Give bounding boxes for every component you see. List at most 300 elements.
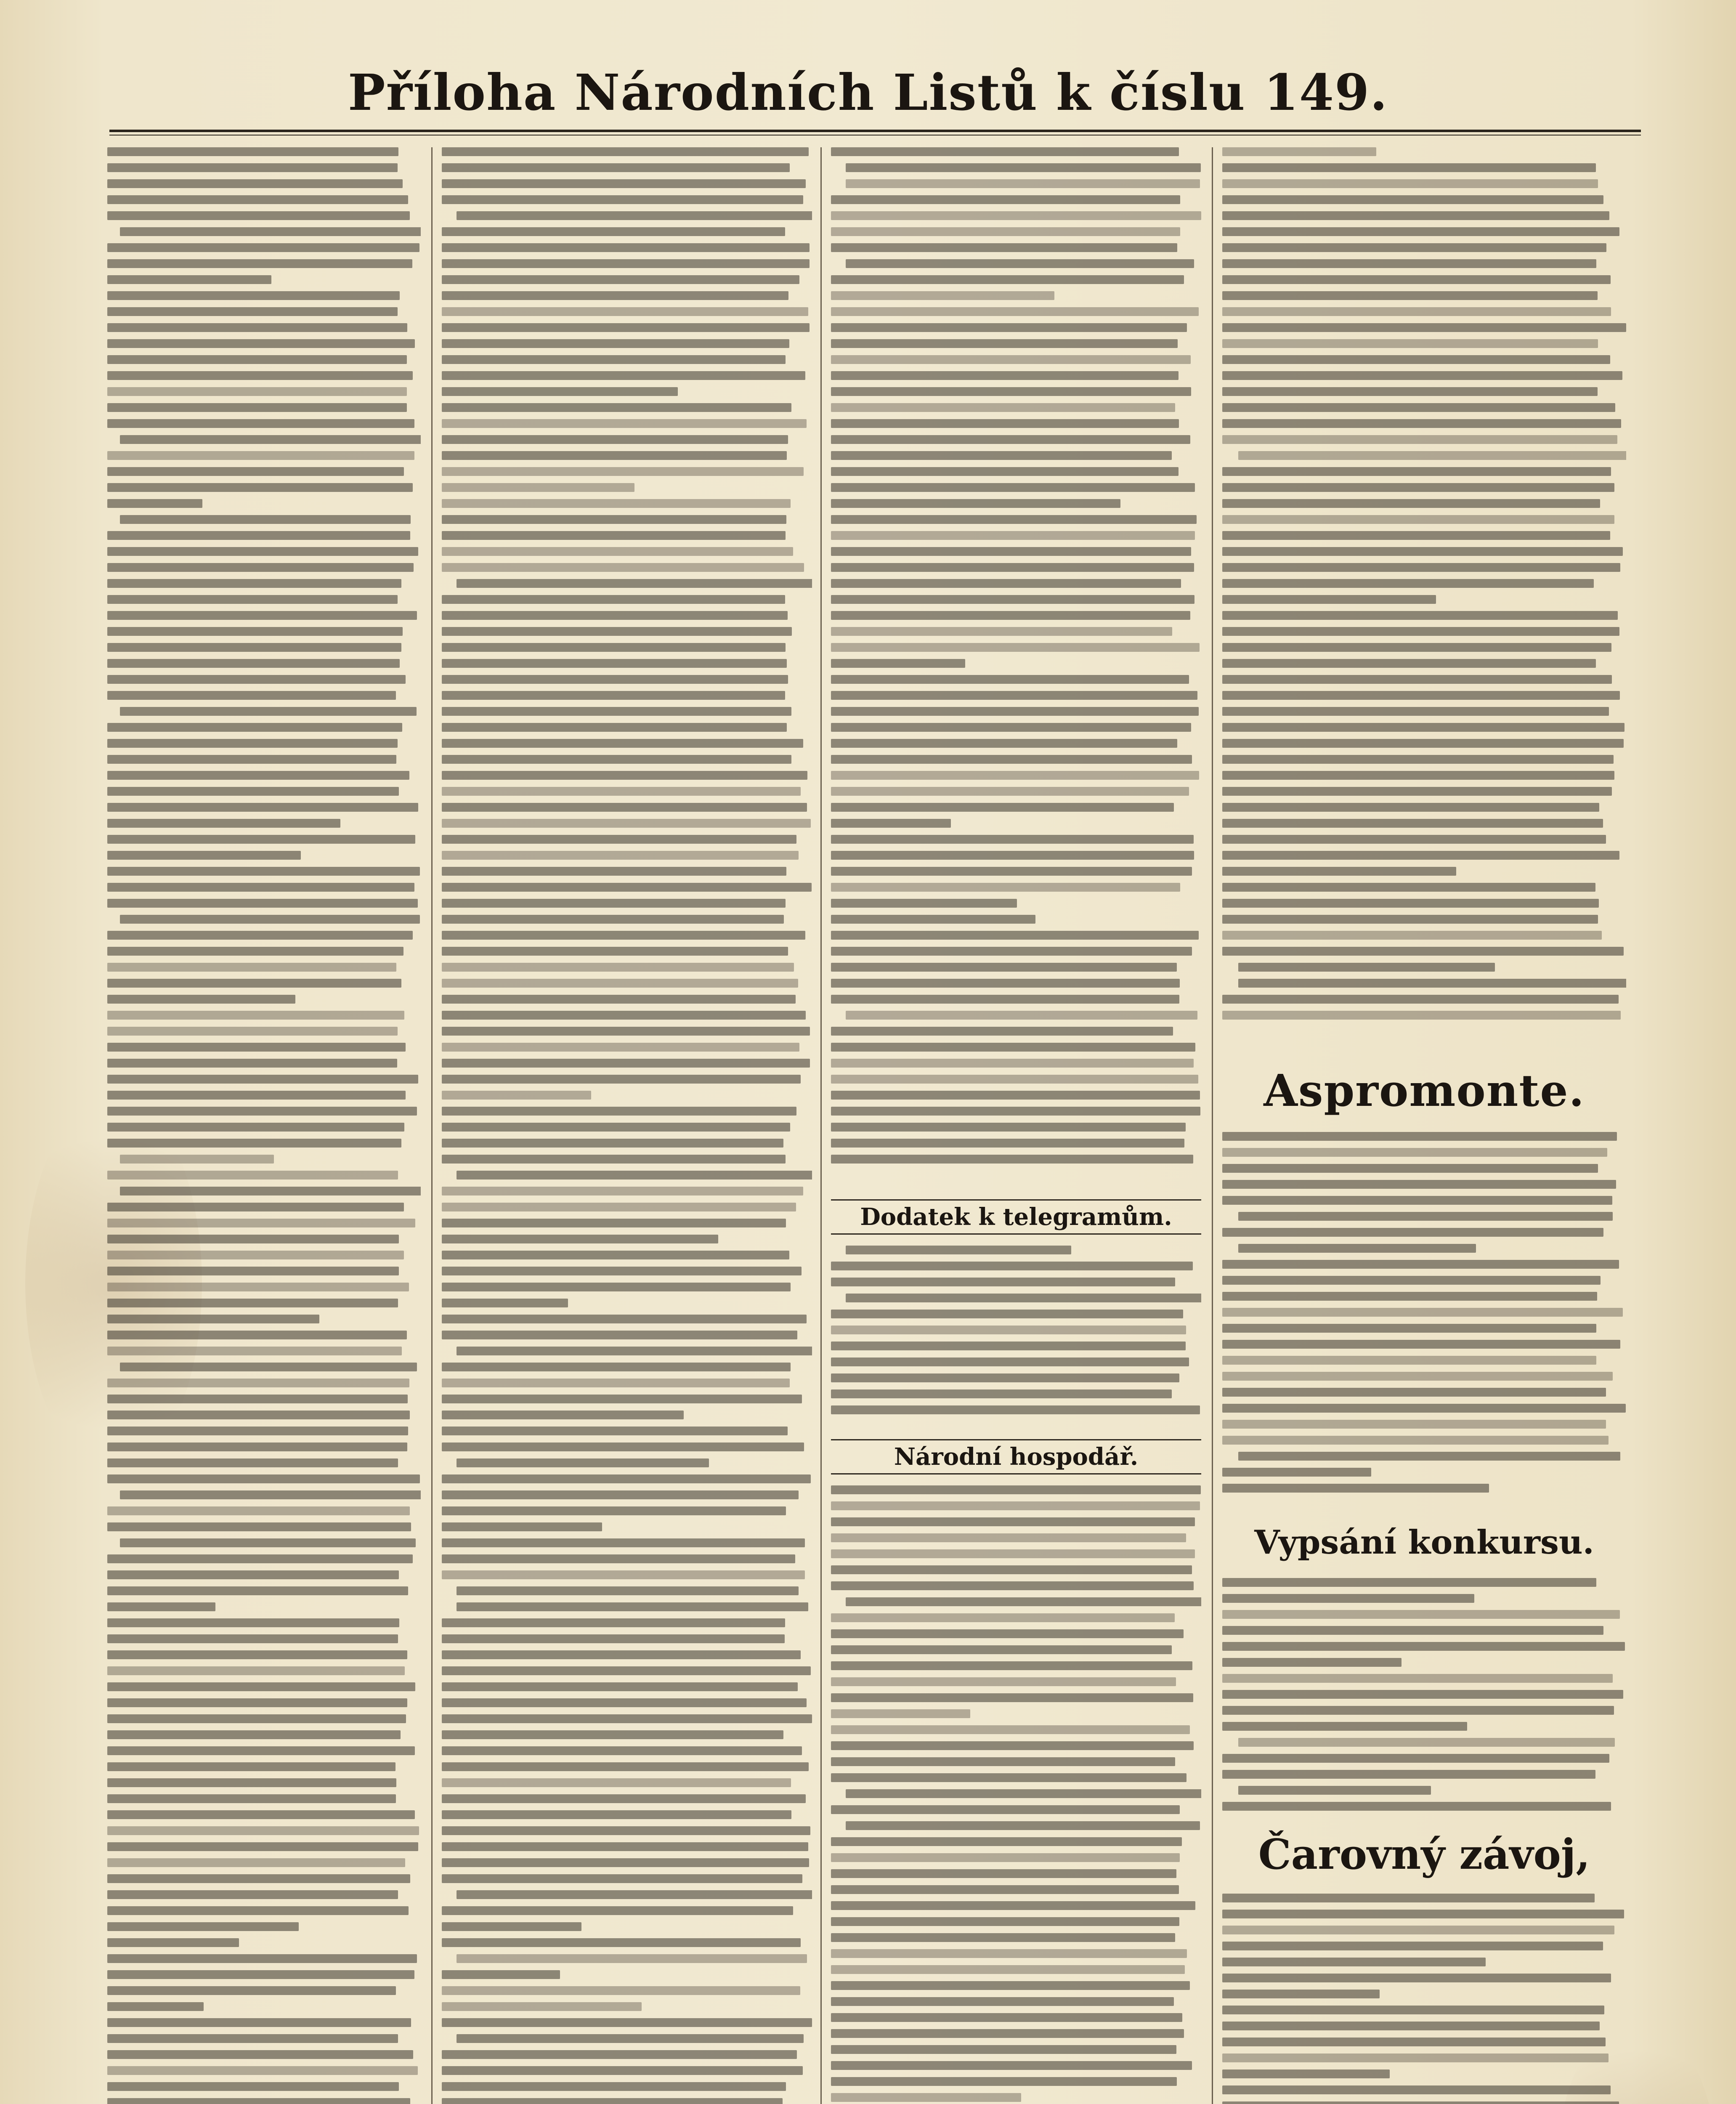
- text-line: [1222, 339, 1598, 348]
- text-line: [120, 1187, 421, 1195]
- text-line: [107, 2098, 410, 2104]
- text-line: [1238, 979, 1626, 988]
- text-line: [442, 1107, 796, 1116]
- text-line: [1222, 371, 1622, 380]
- text-line: [1222, 387, 1598, 396]
- text-line: [831, 755, 1192, 764]
- text-line: [442, 1043, 799, 1052]
- text-line: [442, 1570, 805, 1579]
- column-3: [831, 147, 1201, 2104]
- text-line: [831, 547, 1191, 556]
- text-line: [1222, 835, 1606, 844]
- text-line: [1222, 499, 1600, 508]
- text-line: [442, 1299, 568, 1307]
- text-line: [107, 1139, 401, 1148]
- text-line: [107, 2002, 204, 2011]
- text-line: [107, 595, 398, 604]
- text-line: [1222, 1196, 1612, 1205]
- text-line: [107, 243, 419, 252]
- text-line: [1222, 1770, 1595, 1779]
- text-line: [457, 1458, 709, 1467]
- text-line: [107, 1059, 397, 1068]
- text-line: [107, 1810, 415, 1819]
- text-line: [442, 1235, 718, 1243]
- text-line: [442, 371, 805, 380]
- text-line: [831, 771, 1199, 780]
- text-line: [442, 1794, 806, 1803]
- text-line: [1222, 659, 1596, 668]
- text-line: [107, 1011, 404, 1020]
- text-line: [1222, 1372, 1613, 1381]
- text-line: [1222, 483, 1614, 492]
- text-line: [107, 1890, 398, 1899]
- text-line: [1222, 2101, 1619, 2104]
- text-line: [831, 1059, 1194, 1068]
- text-line: [1222, 2069, 1390, 2078]
- text-line: [1222, 819, 1603, 828]
- text-line: [831, 1043, 1195, 1052]
- text-line: [107, 1602, 215, 1611]
- text-line: [107, 1858, 405, 1867]
- text-line: [1222, 915, 1598, 924]
- text-line: [831, 371, 1179, 380]
- text-line: [831, 563, 1194, 572]
- text-line: [831, 1549, 1195, 1558]
- text-line: [1222, 691, 1620, 700]
- text-line: [1222, 1228, 1603, 1237]
- text-line: [442, 867, 786, 876]
- text-line: [107, 531, 410, 540]
- contest-heading: Vypsání konkursu.: [1254, 1523, 1594, 1562]
- text-line: [442, 739, 803, 748]
- text-line: [107, 1506, 410, 1515]
- text-line: [831, 1262, 1193, 1270]
- text-line: [107, 1379, 409, 1387]
- text-line: [107, 947, 403, 956]
- text-line: [1222, 1132, 1617, 1141]
- text-line: [831, 227, 1180, 236]
- text-line: [107, 2034, 398, 2043]
- text-line: [442, 1059, 810, 1068]
- text-line: [1222, 307, 1611, 316]
- text-line: [107, 1746, 415, 1755]
- text-line: [107, 1043, 406, 1052]
- text-line: [442, 1395, 802, 1403]
- text-line: [831, 2013, 1182, 2022]
- text-line: [831, 1155, 1193, 1164]
- text-line: [442, 947, 788, 956]
- text-line: [1222, 1910, 1624, 1918]
- text-line: [442, 259, 810, 268]
- text-line: [1222, 2054, 1609, 2062]
- text-line: [107, 307, 398, 316]
- text-line: [831, 2029, 1184, 2038]
- text-line: [442, 403, 791, 412]
- text-line: [831, 1075, 1198, 1084]
- text-line: [831, 963, 1177, 972]
- text-line: [442, 1938, 801, 1947]
- text-line: [107, 771, 409, 780]
- text-line: [442, 835, 796, 844]
- text-line: [831, 1139, 1184, 1148]
- text-line: [120, 1490, 421, 1499]
- text-line: [107, 259, 412, 268]
- text-line: [1222, 1324, 1596, 1333]
- text-line: [107, 867, 420, 876]
- text-line: [831, 1485, 1201, 1494]
- text-line: [442, 883, 812, 892]
- text-line: [107, 1075, 418, 1084]
- text-line: [1238, 1212, 1613, 1221]
- text-line: [831, 1805, 1180, 1814]
- text-line: [1222, 931, 1602, 940]
- text-line: [107, 1411, 410, 1419]
- text-line: [831, 803, 1174, 812]
- text-line: [831, 1901, 1195, 1910]
- text-line: [831, 883, 1180, 892]
- text-line: [831, 819, 951, 828]
- text-line: [1222, 1148, 1607, 1157]
- text-line: [1222, 275, 1611, 284]
- text-line: [1222, 643, 1611, 652]
- text-line: [1222, 1674, 1613, 1683]
- text-line: [831, 1709, 970, 1718]
- text-line: [442, 483, 634, 492]
- text-line: [442, 2082, 786, 2091]
- text-line: [1222, 2022, 1600, 2030]
- text-line: [1222, 1292, 1597, 1301]
- text-line: [846, 1789, 1201, 1798]
- text-line: [831, 1533, 1186, 1542]
- text-line: [107, 579, 401, 588]
- text-line: [442, 2050, 797, 2059]
- text-line: [107, 403, 407, 412]
- text-line: [1238, 1452, 1620, 1461]
- text-line: [831, 739, 1177, 748]
- text-line: [107, 339, 415, 348]
- text-line: [442, 707, 791, 716]
- text-line: [846, 1246, 1071, 1254]
- text-line: [442, 1618, 785, 1627]
- text-line: [831, 851, 1194, 860]
- text-line: [107, 1123, 404, 1132]
- text-line: [831, 579, 1181, 588]
- text-line: [831, 419, 1179, 428]
- text-line: [831, 675, 1189, 684]
- text-line: [442, 995, 796, 1004]
- text-line: [1222, 243, 1606, 252]
- text-line: [831, 1581, 1194, 1590]
- text-line: [442, 851, 799, 860]
- text-line: [831, 515, 1197, 524]
- text-line: [831, 835, 1194, 844]
- text-line: [442, 1874, 802, 1883]
- text-line: [1222, 163, 1596, 172]
- text-line: [831, 403, 1175, 412]
- text-line: [1222, 947, 1624, 956]
- text-line: [831, 1661, 1192, 1670]
- text-line: [442, 195, 803, 204]
- text-line: [831, 243, 1177, 252]
- text-line: [831, 1645, 1172, 1654]
- text-line: [831, 1389, 1172, 1398]
- text-line: [107, 1762, 396, 1771]
- text-line: [442, 243, 810, 252]
- text-line: [1222, 563, 1620, 572]
- text-line: [442, 1650, 801, 1659]
- text-line: [1222, 755, 1614, 764]
- text-line: [831, 1725, 1190, 1734]
- text-line: [831, 195, 1180, 204]
- text-line: [442, 1554, 795, 1563]
- text-line: [457, 1890, 812, 1899]
- text-line: [1222, 147, 1376, 156]
- text-line: [442, 1922, 581, 1931]
- text-line: [107, 1331, 407, 1339]
- text-line: [442, 2098, 783, 2104]
- text-line: [1238, 1786, 1431, 1795]
- text-line: [831, 1629, 1184, 1638]
- text-line: [107, 1235, 399, 1243]
- text-line: [831, 323, 1187, 332]
- text-line: [107, 419, 414, 428]
- text-line: [442, 899, 786, 908]
- text-line: [107, 1586, 408, 1595]
- text-line: [831, 1949, 1187, 1958]
- text-line: [442, 2066, 803, 2075]
- text-line: [457, 579, 812, 588]
- text-line: [831, 1933, 1175, 1942]
- text-line: [442, 1714, 812, 1723]
- text-line: [442, 1474, 811, 1483]
- text-line: [442, 1027, 810, 1036]
- text-line: [107, 1554, 413, 1563]
- text-line: [442, 451, 787, 460]
- text-line: [831, 659, 965, 668]
- text-line: [107, 643, 401, 652]
- text-line: [831, 1885, 1179, 1894]
- text-line: [831, 627, 1172, 636]
- text-line: [107, 739, 398, 748]
- text-line: [1222, 1180, 1616, 1189]
- text-line: [831, 1693, 1193, 1702]
- text-line: [831, 867, 1192, 876]
- text-line: [107, 499, 202, 508]
- column-2: [442, 147, 812, 2104]
- text-line: [442, 691, 785, 700]
- text-line: [1238, 451, 1626, 460]
- text-line: [1238, 963, 1494, 972]
- text-line: [831, 1741, 1194, 1750]
- text-line: [1222, 1802, 1611, 1811]
- text-line: [1222, 787, 1612, 796]
- text-line: [831, 1342, 1186, 1350]
- text-line: [107, 2050, 413, 2059]
- column-separator: [431, 147, 433, 2104]
- text-line: [107, 483, 413, 492]
- text-line: [1222, 1340, 1620, 1349]
- text-line: [107, 211, 410, 220]
- text-line: [1222, 1658, 1402, 1667]
- text-line: [442, 1842, 808, 1851]
- text-line: [107, 1570, 399, 1579]
- text-line: [107, 835, 415, 844]
- text-line: [1222, 803, 1599, 812]
- text-line: [1222, 323, 1626, 332]
- text-line: [442, 1730, 783, 1739]
- text-line: [107, 979, 401, 988]
- text-line: [107, 1267, 399, 1275]
- text-line: [107, 467, 404, 476]
- text-line: [107, 1347, 402, 1355]
- text-line: [457, 1347, 812, 1355]
- text-line: [107, 1474, 420, 1483]
- text-line: [1222, 1436, 1609, 1445]
- text-line: [442, 339, 789, 348]
- text-line: [442, 547, 793, 556]
- text-line: [831, 1123, 1186, 1132]
- text-line: [107, 931, 413, 940]
- text-line: [831, 931, 1199, 940]
- text-line: [831, 2061, 1192, 2070]
- column-1: [107, 147, 421, 2104]
- text-line: [1222, 1610, 1620, 1619]
- text-line: [442, 1826, 810, 1835]
- text-line: [1222, 1260, 1619, 1269]
- text-line: [107, 371, 413, 380]
- text-line: [107, 627, 403, 636]
- text-line: [442, 755, 791, 764]
- text-line: [442, 1762, 809, 1771]
- text-line: [442, 1634, 785, 1643]
- text-line: [1222, 1942, 1603, 1950]
- text-line: [1222, 771, 1614, 780]
- text-line: [831, 1373, 1179, 1382]
- text-line: [1222, 1164, 1598, 1173]
- text-line: [1222, 1404, 1626, 1413]
- text-line: [1222, 2085, 1611, 2094]
- text-line: [831, 1757, 1175, 1766]
- text-line: [120, 1155, 274, 1164]
- text-line: [831, 451, 1172, 460]
- text-line: [831, 707, 1199, 716]
- text-line: [831, 691, 1197, 700]
- text-line: [442, 307, 808, 316]
- text-line: [107, 355, 407, 364]
- text-line: [1222, 291, 1598, 300]
- text-line: [1222, 467, 1611, 476]
- text-line: [1222, 627, 1619, 636]
- text-line: [831, 339, 1178, 348]
- text-line: [1222, 1011, 1621, 1020]
- text-line: [1222, 419, 1621, 428]
- text-line: [107, 723, 402, 732]
- text-line: [831, 1773, 1187, 1782]
- text-line: [831, 1501, 1200, 1510]
- text-line: [442, 419, 807, 428]
- text-line: [1222, 1420, 1606, 1429]
- text-line: [1222, 195, 1603, 204]
- text-line: [107, 2082, 399, 2091]
- text-line: [442, 611, 788, 620]
- text-line: [107, 1730, 401, 1739]
- text-line: [442, 1970, 560, 1979]
- text-line: [831, 1997, 1174, 2006]
- text-line: [442, 1011, 806, 1020]
- text-line: [442, 1427, 788, 1435]
- text-line: [1222, 211, 1609, 220]
- text-line: [442, 2002, 642, 2011]
- text-line: [442, 387, 678, 396]
- text-line: [831, 1965, 1185, 1974]
- text-line: [1222, 611, 1618, 620]
- text-line: [442, 1315, 807, 1323]
- text-line: [1222, 1974, 1611, 1982]
- text-line: [107, 1698, 407, 1707]
- text-line: [442, 1139, 783, 1148]
- text-line: [457, 1602, 808, 1611]
- text-line: [442, 1746, 802, 1755]
- text-line: [120, 435, 421, 444]
- text-line: [120, 707, 417, 716]
- text-line: [1222, 1276, 1601, 1285]
- text-line: [442, 1331, 797, 1339]
- text-line: [1222, 851, 1619, 860]
- text-line: [1222, 2038, 1606, 2046]
- text-line: [107, 1107, 417, 1116]
- text-line: [442, 291, 788, 300]
- text-line: [1222, 403, 1615, 412]
- text-line: [1222, 227, 1619, 236]
- text-line: [442, 1698, 807, 1707]
- column-separator: [1212, 147, 1213, 2104]
- text-line: [442, 323, 810, 332]
- text-line: [107, 691, 396, 700]
- text-line: [442, 2018, 812, 2027]
- text-line: [1222, 515, 1614, 524]
- text-line: [1222, 723, 1625, 732]
- text-line: [831, 1517, 1195, 1526]
- text-line: [442, 1155, 786, 1164]
- masthead-title: Příloha Národních Listů k číslu 149.: [348, 63, 1388, 122]
- text-line: [107, 1522, 411, 1531]
- text-line: [831, 2093, 1021, 2102]
- text-line: [457, 1954, 807, 1963]
- text-line: [442, 1283, 791, 1291]
- text-line: [107, 803, 418, 812]
- text-line: [107, 1906, 409, 1915]
- text-line: [831, 2045, 1176, 2054]
- text-line: [107, 291, 400, 300]
- aspromonte-heading: Aspromonte.: [1264, 1065, 1585, 1116]
- text-line: [107, 195, 408, 204]
- text-line: [457, 211, 812, 220]
- text-line: [831, 307, 1199, 316]
- text-line: [442, 563, 804, 572]
- text-line: [1222, 1388, 1606, 1397]
- text-line: [107, 1299, 398, 1307]
- text-line: [107, 1714, 406, 1723]
- telegram-heading: Dodatek k telegramům.: [831, 1199, 1201, 1235]
- text-line: [107, 1315, 319, 1323]
- text-line: [1238, 1738, 1615, 1747]
- text-line: [1222, 547, 1623, 556]
- text-line: [831, 147, 1179, 156]
- text-line: [831, 1091, 1200, 1100]
- text-line: [107, 755, 396, 764]
- text-line: [1222, 1958, 1486, 1966]
- text-line: [107, 819, 340, 828]
